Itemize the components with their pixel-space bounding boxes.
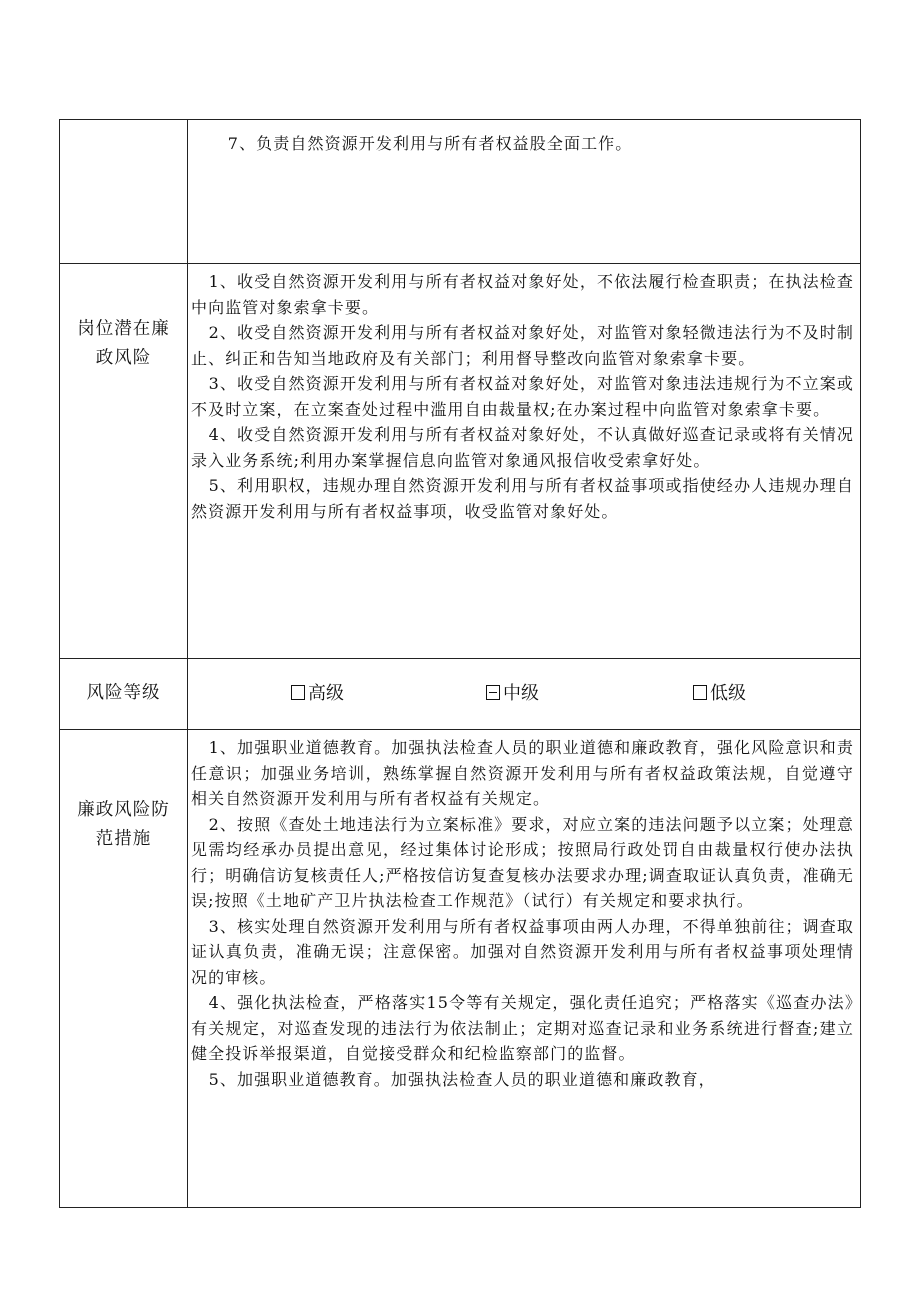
risk-paragraph-4: 4、收受自然资源开发利用与所有者权益对象好处，不认真做好巡查记录或将有关情况录入业务系统;利用办案掌握信息向监管对象通风报信收受索拿好处。	[191, 425, 854, 470]
level-medium-label: 中级	[503, 683, 539, 704]
column-divider	[187, 264, 188, 658]
risk-content	[191, 269, 854, 524]
level-label: 风险等级	[86, 683, 161, 703]
row-duties	[60, 120, 860, 264]
duties-content	[191, 131, 854, 157]
measure-paragraph-5: 5、加强职业道德教育。加强执法检查人员的职业道德和廉政教育，	[208, 1069, 716, 1089]
row-measures	[60, 730, 860, 1207]
measure-paragraph-4: 4、强化执法检查，严格落实15令等有关规定，强化责任追究；严格落实《巡查办法》有关规定，对巡查发现的违法行为依法制止；定期对巡查记录和业务系统进行督查;建立健全投诉举报渠道，自觉接受群众和纪检监察部门的监督。	[191, 993, 854, 1063]
checkbox-low[interactable]	[693, 685, 707, 700]
row-risk-level	[60, 659, 860, 730]
measures-label-line1: 廉政风险防	[77, 800, 170, 820]
measures-label	[60, 796, 187, 854]
measures-content	[191, 735, 854, 1092]
risk-paragraph-2: 2、收受自然资源开发利用与所有者权益对象好处，对监管对象轻微违法行为不及时制止、纠正和告知当地政府及有关部门；利用督导整改向监管对象索拿卡要。	[191, 323, 854, 368]
risk-label-line2: 政风险	[95, 348, 152, 368]
measure-paragraph-2: 2、按照《查处土地违法行为立案标准》要求，对应立案的违法问题予以立案；处理意见需均经承办员提出意见，经过集体讨论形成；按照局行政处罚自由裁量权行使办法执行；明确信访复核责任人;严格按信访复查复核办法要求办理;调查取证认真负责，准确无误;按照《土地矿产卫片执法检查工作规范》（试行）有关规定和要求执行。	[191, 814, 854, 910]
level-high-label: 高级	[308, 683, 344, 704]
column-divider	[187, 120, 188, 263]
level-low-label: 低级	[710, 683, 746, 704]
level-option-medium[interactable]	[486, 679, 539, 705]
level-options	[188, 659, 860, 729]
risk-paragraph-1: 1、收受自然资源开发利用与所有者权益对象好处，不依法履行检查职责；在执法检查中向监管对象索拿卡要。	[191, 272, 854, 317]
checkbox-medium-checked[interactable]	[486, 685, 500, 700]
risk-label	[60, 315, 187, 373]
risk-paragraph-5: 5、利用职权，违规办理自然资源开发利用与所有者权益事项或指使经办人违规办理自然资源开发利用与所有者权益事项，收受监管对象好处。	[191, 476, 854, 521]
measure-paragraph-1: 1、加强职业道德教育。加强执法检查人员的职业道德和廉政教育，强化风险意识和责任意识；加强业务培训，熟练掌握自然资源开发利用与所有者权益政策法规，自觉遵守相关自然资源开发利用与所有者权益有关规定。	[191, 738, 854, 808]
checkbox-high[interactable]	[291, 685, 305, 700]
level-option-high[interactable]	[291, 679, 344, 705]
measure-paragraph-3: 3、核实处理自然资源开发利用与所有者权益事项由两人办理，不得单独前往；调查取证认真负责，准确无误；注意保密。加强对自然资源开发利用与所有者权益事项处理情况的审核。	[191, 916, 854, 987]
risk-label-line1: 岗位潜在廉	[77, 319, 170, 339]
measures-label-line2: 范措施	[95, 829, 152, 849]
row-risk	[60, 264, 860, 659]
level-option-low[interactable]	[693, 679, 746, 705]
duty-paragraph: 7、负责自然资源开发利用与所有者权益股全面工作。	[227, 134, 633, 153]
risk-paragraph-3: 3、收受自然资源开发利用与所有者权益对象好处，对监管对象违法违规行为不立案或不及时立案，在立案查处过程中滥用自由裁量权;在办案过程中向监管对象索拿卡要。	[191, 374, 854, 419]
column-divider	[187, 730, 188, 1207]
risk-table	[59, 119, 861, 1208]
